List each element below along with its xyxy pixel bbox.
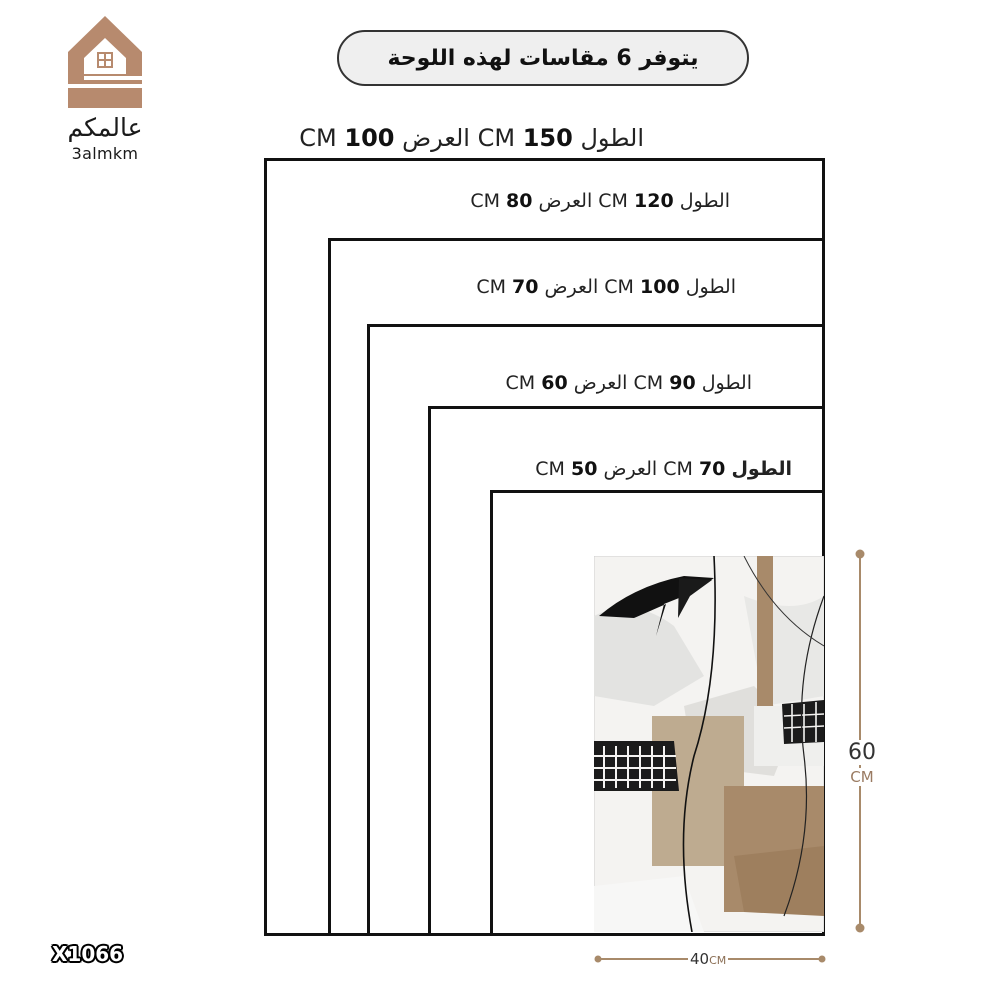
size-label-5: الطول 70 CM العرض 50 CM: [535, 458, 792, 480]
abstract-painting-preview: [594, 556, 824, 932]
sizes-available-banner: [337, 30, 749, 86]
brand-name-english: 3almkm: [71, 144, 139, 163]
house-logo-icon: [66, 14, 144, 110]
width-value: 40: [690, 950, 710, 968]
height-unit: CM: [842, 768, 882, 786]
banner-title: يتوفر 6 مقاسات لهذه اللوحة: [387, 45, 699, 71]
size-label-1: الطول 150 CM العرض 100 CM: [299, 124, 644, 152]
size-label-4: الطول 90 CM العرض 60 CM: [505, 372, 752, 394]
width-unit: CM: [709, 954, 727, 967]
size-label-2: الطول 120 CM العرض 80 CM: [470, 190, 730, 212]
brand-name-arabic: عالمكم: [67, 113, 143, 142]
height-value: 60: [842, 740, 882, 765]
width-label: [688, 950, 728, 968]
product-code: X1066: [52, 942, 124, 966]
size-label-3: الطول 100 CM العرض 70 CM: [476, 276, 736, 298]
